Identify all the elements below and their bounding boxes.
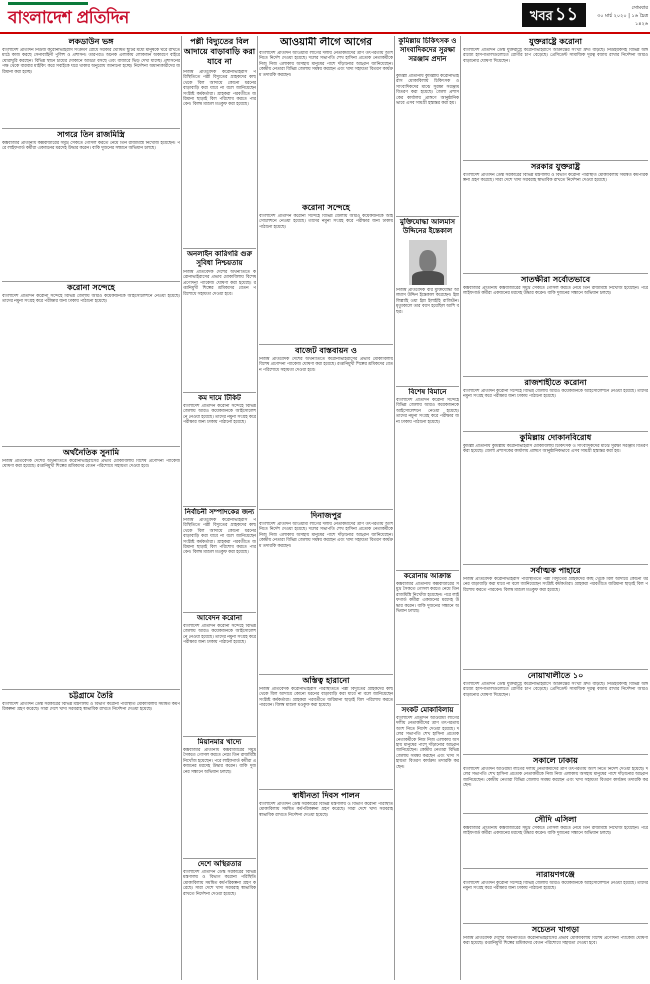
column-rule <box>181 36 182 980</box>
article-body: কক্সবাজার প্রতিনিধি কক্সবাজারের সমুদ্র সৈকতে গোসল করতে নেমে তিন রাজমিস্ত্রি নিখোঁজ হয়েছেন। পরে লাইফগার্ড কর্মীরা একজনের মরদেহ উদ্ধার করেন। বাকি দুজনের সন্ধানে অভিযান চলছে। <box>396 582 459 615</box>
headline: লকডাউন ভঙ্গ <box>68 37 114 46</box>
headline: পল্লী বিদ্যুতের বিল আদায়ে বাড়াবাড়ি করা যাবে না <box>183 37 256 66</box>
headline: কুমিল্লায় চিকিৎসক ও সাংবাদিকদের সুরক্ষা সরঞ্জাম প্রদান <box>398 37 457 63</box>
article-body: নিজস্ব প্রতিবেদক দেশের অর্থনীতিতে করোনাভাইরাসের প্রভাব মোকাবিলায় বিশেষ প্রণোদনা প্যাকেজ ঘোষণা করা হয়েছে। রপ্তানিমুখী শিল্পের শ্রমিকদের বেতন পরিশোধে সহায়তা দেওয়া হবে। <box>463 936 648 947</box>
article-divider <box>396 386 459 387</box>
article-divider <box>396 570 459 571</box>
headline: সাতক্ষীরা সর্বোতভাবে <box>520 275 591 284</box>
article-body: নিজস্ব প্রতিবেদক করোনাভাইরাস পরিস্থিতিতে পল্লী বিদ্যুতের গ্রাহকদের কাছ থেকে বিল আদায়ে কোনো ধরনের বাড়াবাড়ি করা যাবে না বলে জানিয়েছেন সংশ্লিষ্ট কর্মকর্তারা। গ্রাহকরা পরবর্তীতে জরিমানা ছাড়াই বিল পরিশোধ করতে পারবেন। বিলম্ব মাশুল মওকুফ করা হয়েছে। <box>183 518 256 556</box>
article-body: বাংলাদেশ প্রতিদিন আওয়ামী লীগের দলীয় নেতাকর্মীদের ত্রাণ তৎপরতায় অংশ নিতে নির্দেশ দেওয়া হয়েছে। দলের সভাপতি শেখ হাসিনা প্রত্যেক নেতাকর্মীকে নিজ নিজ এলাকায় অসহায় মানুষের পাশে দাঁড়ানোর আহ্বান জানিয়েছেন। কেন্দ্রীয় নেতারা বিভিন্ন জেলায় সমন্বয় করছেন এবং খাদ্য সহায়তা বিতরণ কার্যক্রম তদারকি করছেন। <box>463 767 648 789</box>
article-body: বাংলাদেশ প্রতিদিন ডেস্ক সরকারের বিভিন্ন মন্ত্রণালয় ও বিভাগ করোনা পরিস্থিতি মোকাবিলায় সমন্বিত কর্মপরিকল্পনা গ্রহণ করেছে। সারা দেশে খাদ্য সরবরাহ স্বাভাবিক রাখতে নির্দেশনা দেওয়া হয়েছে। <box>2 702 180 713</box>
headline: অর্থনৈতিক সুনামি <box>62 448 120 457</box>
article-body: বাংলাদেশ প্রতিদিন আওয়ামী লীগের দলীয় নেতাকর্মীদের ত্রাণ তৎপরতায় অংশ নিতে নির্দেশ দেওয়া হয়েছে। দলের সভাপতি শেখ হাসিনা প্রত্যেক নেতাকর্মীকে নিজ নিজ এলাকায় অসহায় মানুষের পাশে দাঁড়ানোর আহ্বান জানিয়েছেন। কেন্দ্রীয় নেতারা বিভিন্ন জেলায় সমন্বয় করছেন এবং খাদ্য সহায়তা বিতরণ কার্যক্রম তদারকি করছেন। <box>396 716 459 770</box>
article-divider <box>2 689 180 690</box>
headline: যুক্তরাষ্ট্রে করোনা <box>529 37 582 46</box>
headline: সংকট মোকাবিলায় <box>401 706 454 714</box>
headline: কম দামে টিকিট <box>198 394 241 402</box>
headline: দিনাজপুর <box>310 511 342 520</box>
headline: সচেতন খাগড়া <box>531 925 580 934</box>
headline: সাগরে তিন রাজমিস্ত্রি <box>57 130 125 139</box>
article-divider <box>183 506 256 507</box>
article-divider <box>259 674 393 675</box>
article-body: বাংলাদেশ প্রতিদিন করোনা সন্দেহে বিভিন্ন জেলায় আরও কয়েকজনকে আইসোলেশনে নেওয়া হয়েছে। তাদের নমুনা সংগ্রহ করে পরীক্ষার জন্য ঢাকায় পাঠানো হয়েছে। <box>463 389 648 400</box>
portrait-shoulders <box>412 271 444 285</box>
article-body: বাংলাদেশ প্রতিদিন আওয়ামী লীগের দলীয় নেতাকর্মীদের ত্রাণ তৎপরতায় অংশ নিতে নির্দেশ দেওয়া হয়েছে। দলের সভাপতি শেখ হাসিনা প্রত্যেক নেতাকর্মীকে নিজ নিজ এলাকায় অসহায় মানুষের পাশে দাঁড়ানোর আহ্বান জানিয়েছেন। কেন্দ্রীয় নেতারা বিভিন্ন জেলায় সমন্বয় করছেন এবং খাদ্য সহায়তা বিতরণ কার্যক্রম তদারকি করছেন। <box>259 51 393 78</box>
article-body: বাংলাদেশ প্রতিদিন করোনা সন্দেহে বিভিন্ন জেলায় আরও কয়েকজনকে আইসোলেশনে নেওয়া হয়েছে। তাদের নমুনা সংগ্রহ করে পরীক্ষার জন্য ঢাকায় পাঠানো হয়েছে। <box>183 624 256 646</box>
article-divider <box>259 789 393 790</box>
article-divider <box>463 376 648 377</box>
column-rule <box>394 36 395 980</box>
section-badge <box>522 3 586 27</box>
article-divider <box>183 392 256 393</box>
article-divider <box>463 564 648 565</box>
logo-text: বাংলাদেশ প্রতিদিন <box>8 8 129 28</box>
article-body: বাংলাদেশ প্রতিদিন করোনা সন্দেহে বিভিন্ন জেলায় আরও কয়েকজনকে আইসোলেশনে নেওয়া হয়েছে। তাদের নমুনা সংগ্রহ করে পরীক্ষার জন্য ঢাকায় পাঠানো হয়েছে। <box>396 398 459 425</box>
article-divider <box>463 431 648 432</box>
article-body: বাংলাদেশ প্রতিদিন করোনা সন্দেহে বিভিন্ন জেলায় আরও কয়েকজনকে আইসোলেশনে নেওয়া হয়েছে। তাদের নমুনা সংগ্রহ করে পরীক্ষার জন্য ঢাকায় পাঠানো হয়েছে। <box>259 214 393 230</box>
article-body: বাংলাদেশ প্রতিদিন ডেস্ক সরকারের বিভিন্ন মন্ত্রণালয় ও বিভাগ করোনা পরিস্থিতি মোকাবিলায় সমন্বিত কর্মপরিকল্পনা গ্রহণ করেছে। সারা দেশে খাদ্য সরবরাহ স্বাভাবিক রাখতে নির্দেশনা দেওয়া হয়েছে। <box>259 802 393 818</box>
headline: করোনায় আক্রান্ত <box>403 572 452 580</box>
headline: দেশে অস্থিরতার <box>197 860 242 868</box>
headline: রাজশাহীতে করোনা <box>524 378 587 387</box>
headline: নোয়াখালীতে ১০ <box>527 671 584 680</box>
article-body: কক্সবাজার প্রতিনিধি কক্সবাজারের সমুদ্র সৈকতে গোসল করতে নেমে তিন রাজমিস্ত্রি নিখোঁজ হয়েছেন। পরে লাইফগার্ড কর্মীরা একজনের মরদেহ উদ্ধার করেন। বাকি দুজনের সন্ধানে অভিযান চলছে। <box>463 286 648 297</box>
headline: বিশেষ বিমানে <box>408 388 447 396</box>
article-divider <box>2 281 180 282</box>
article-divider <box>463 868 648 869</box>
headline: সর্বাত্মক পাহারে <box>530 566 581 575</box>
article-divider <box>463 160 648 161</box>
headline: সরকার যুক্তরাষ্ট্র <box>531 162 580 171</box>
article-divider <box>183 858 256 859</box>
article-divider <box>259 344 393 345</box>
article-divider <box>463 669 648 670</box>
portrait-photo <box>409 240 447 285</box>
column-rule <box>460 36 461 980</box>
headline: চট্টগ্রামে তৈরি <box>68 691 114 700</box>
article-divider <box>183 736 256 737</box>
headline: মুক্তিযোদ্ধা আলমাস উদ্দিনের ইন্তেকাল <box>399 218 456 235</box>
article-body: বাংলাদেশ প্রতিদিন ডেস্ক সরকারের বিভিন্ন মন্ত্রণালয় ও বিভাগ করোনা পরিস্থিতি মোকাবিলায় সমন্বিত কর্মপরিকল্পনা গ্রহণ করেছে। সারা দেশে খাদ্য সরবরাহ স্বাভাবিক রাখতে নির্দেশনা দেওয়া হয়েছে। <box>463 173 648 184</box>
article-divider <box>463 923 648 924</box>
headline: বাজেট বাস্তবায়ন ও <box>295 346 357 355</box>
article-divider <box>463 754 648 755</box>
article-divider <box>396 216 459 217</box>
article-body: কুমিল্লা প্রতিনিধি কুমিল্লায় করোনাভাইরাস মোকাবিলায় চিকিৎসক ও সাংবাদিকদের মাঝে সুরক্ষা সরঞ্জাম বিতরণ করা হয়েছে। জেলা প্রশাসকের কার্যালয় প্রাঙ্গণে আনুষ্ঠানিকভাবে এসব সামগ্রী হস্তান্তর করা হয়। <box>463 444 648 455</box>
article-body: নিজস্ব প্রতিবেদক করোনাভাইরাস পরিস্থিতিতে পল্লী বিদ্যুতের গ্রাহকদের কাছ থেকে বিল আদায়ে কোনো ধরনের বাড়াবাড়ি করা যাবে না বলে জানিয়েছেন সংশ্লিষ্ট কর্মকর্তারা। গ্রাহকরা পরবর্তীতে জরিমানা ছাড়াই বিল পরিশোধ করতে পারবেন। বিলম্ব মাশুল মওকুফ করা হয়েছে। <box>463 577 648 593</box>
headline: অনলাইন কারিগরি গুরু সুবিধা নিশ্চয়তায় <box>187 250 252 267</box>
headline: স্বাধীনতা দিবস পালন <box>292 791 360 800</box>
article-body: নিজস্ব প্রতিবেদক দেশের অর্থনীতিতে করোনাভাইরাসের প্রভাব মোকাবিলায় বিশেষ প্রণোদনা প্যাকেজ ঘোষণা করা হয়েছে। রপ্তানিমুখী শিল্পের শ্রমিকদের বেতন পরিশোধে সহায়তা দেওয়া হবে। <box>2 459 180 470</box>
article-divider <box>2 446 180 447</box>
headline: আওয়ামী লীগে আগের <box>280 37 372 48</box>
page-number: ১১ <box>554 4 579 25</box>
article-body: বাংলাদেশ প্রতিদিন ডেস্ক সরকারের বিভিন্ন মন্ত্রণালয় ও বিভাগ করোনা পরিস্থিতি মোকাবিলায় সমন্বিত কর্মপরিকল্পনা গ্রহণ করেছে। সারা দেশে খাদ্য সরবরাহ স্বাভাবিক রাখতে নির্দেশনা দেওয়া হয়েছে। <box>183 870 256 897</box>
dateline <box>590 4 648 28</box>
headline: নারায়ণগঞ্জে <box>536 870 575 879</box>
article-body: নিজস্ব প্রতিবেদক দেশের অর্থনীতিতে করোনাভাইরাসের প্রভাব মোকাবিলায় বিশেষ প্রণোদনা প্যাকেজ ঘোষণা করা হয়েছে। রপ্তানিমুখী শিল্পের শ্রমিকদের বেতন পরিশোধে সহায়তা দেওয়া হবে। <box>259 357 393 373</box>
article-body: নিজস্ব প্রতিবেদক বীর মুক্তিযোদ্ধা আলমাস উদ্দিন ইন্তেকাল করেছেন। ইন্না লিল্লাহি ওয়া ইন্না ইলাইহি রাজিউন। মৃত্যুকালে তার বয়স হয়েছিল আশি বছর। <box>396 288 459 315</box>
headline: সকালে ঢাকায় <box>533 756 578 765</box>
headline: করোনা সন্দেহে <box>67 283 115 292</box>
article-body: কক্সবাজার প্রতিনিধি কক্সবাজারের সমুদ্র সৈকতে গোসল করতে নেমে তিন রাজমিস্ত্রি নিখোঁজ হয়েছেন। পরে লাইফগার্ড কর্মীরা একজনের মরদেহ উদ্ধার করেন। বাকি দুজনের সন্ধানে অভিযান চলছে। <box>183 748 256 775</box>
article-divider <box>2 128 180 129</box>
article-body: বাংলাদেশ প্রতিদিন নিউজ করোনাভাইরাস সংক্রমণ রোধে সরকার ঘোষিত ছুটির মধ্যে মানুষকে ঘরে রাখতে মাঠে কাজ করছে সেনাবাহিনী পুলিশ ও প্রশাসন। তারপরও অনেক এলাকায় লোকজন অকারণে বাইরে ঘোরাঘুরি করছেন। বিভিন্ন স্থানে চায়ের দোকানে আড্ডা বসছে এবং বাজারে ভিড় দেখা যাচ্ছে। প্রশাসনের পক্ষ থেকে বারবার মাইকিং করে সবাইকে ঘরে থাকার অনুরোধ জানানো হচ্ছে। নির্দেশনা অমান্যকারীদের জরিমানা করা হচ্ছে। <box>2 48 180 75</box>
article-divider <box>463 813 648 814</box>
article-body: কক্সবাজার প্রতিনিধি কক্সবাজারের সমুদ্র সৈকতে গোসল করতে নেমে তিন রাজমিস্ত্রি নিখোঁজ হয়েছেন। পরে লাইফগার্ড কর্মীরা একজনের মরদেহ উদ্ধার করেন। বাকি দুজনের সন্ধানে অভিযান চলছে। <box>463 826 648 837</box>
article-body: নিজস্ব প্রতিবেদক করোনাভাইরাস পরিস্থিতিতে পল্লী বিদ্যুতের গ্রাহকদের কাছ থেকে বিল আদায়ে কোনো ধরনের বাড়াবাড়ি করা যাবে না বলে জানিয়েছেন সংশ্লিষ্ট কর্মকর্তারা। গ্রাহকরা পরবর্তীতে জরিমানা ছাড়াই বিল পরিশোধ করতে পারবেন। বিলম্ব মাশুল মওকুফ করা হয়েছে। <box>259 687 393 709</box>
article-divider <box>183 612 256 613</box>
headline: নির্বাচনী সম্পাদকের জন্য <box>184 508 255 516</box>
article-body: বাংলাদেশ প্রতিদিন করোনা সন্দেহে বিভিন্ন জেলায় আরও কয়েকজনকে আইসোলেশনে নেওয়া হয়েছে। তাদের নমুনা সংগ্রহ করে পরীক্ষার জন্য ঢাকায় পাঠানো হয়েছে। <box>183 404 256 426</box>
headline: করোনা সন্দেহে <box>302 203 350 212</box>
portrait-face <box>419 250 436 273</box>
article-body: নিজস্ব প্রতিবেদক দেশের অর্থনীতিতে করোনাভাইরাসের প্রভাব মোকাবিলায় বিশেষ প্রণোদনা প্যাকেজ ঘোষণা করা হয়েছে। রপ্তানিমুখী শিল্পের শ্রমিকদের বেতন পরিশোধে সহায়তা দেওয়া হবে। <box>183 270 256 297</box>
headline: অস্তিত্ব হারানো <box>302 676 350 685</box>
headline: আবেদন করোনা <box>197 614 242 622</box>
masthead <box>0 0 650 34</box>
article-body: বাংলাদেশ প্রতিদিন করোনা সন্দেহে বিভিন্ন জেলায় আরও কয়েকজনকে আইসোলেশনে নেওয়া হয়েছে। তাদের নমুনা সংগ্রহ করে পরীক্ষার জন্য ঢাকায় পাঠানো হয়েছে। <box>463 881 648 892</box>
headline: সৌদি এসিলা <box>534 815 577 824</box>
article-divider <box>463 273 648 274</box>
column-rule <box>257 36 258 980</box>
article-body: বাংলাদেশ প্রতিদিন ডেস্ক যুক্তরাষ্ট্রে করোনাভাইরাসে আক্রান্তের সংখ্যা দ্রুত বাড়ছে। নিউইয়র্কসহ বিভিন্ন অঙ্গরাজ্যে হাসপাতালগুলোতে রোগীর চাপ বেড়েছে। প্রেসিডেন্ট সামাজিক দূরত্ব বজায় রাখার নির্দেশনা আরও বাড়ানোর ঘোষণা দিয়েছেন। <box>463 682 648 698</box>
headline: কুমিল্লায় দোকানবিরোধ <box>519 433 592 442</box>
newspaper-logo <box>6 2 138 28</box>
article-body: নিজস্ব প্রতিবেদক করোনাভাইরাস পরিস্থিতিতে পল্লী বিদ্যুতের গ্রাহকদের কাছ থেকে বিল আদায়ে কোনো ধরনের বাড়াবাড়ি করা যাবে না বলে জানিয়েছেন সংশ্লিষ্ট কর্মকর্তারা। গ্রাহকরা পরবর্তীতে জরিমানা ছাড়াই বিল পরিশোধ করতে পারবেন। বিলম্ব মাশুল মওকুফ করা হয়েছে। <box>183 70 256 108</box>
article-divider <box>396 704 459 705</box>
article-body: কুমিল্লা প্রতিনিধি কুমিল্লায় করোনাভাইরাস মোকাবিলায় চিকিৎসক ও সাংবাদিকদের মাঝে সুরক্ষা সরঞ্জাম বিতরণ করা হয়েছে। জেলা প্রশাসকের কার্যালয় প্রাঙ্গণে আনুষ্ঠানিকভাবে এসব সামগ্রী হস্তান্তর করা হয়। <box>396 74 459 107</box>
article-body: বাংলাদেশ প্রতিদিন করোনা সন্দেহে বিভিন্ন জেলায় আরও কয়েকজনকে আইসোলেশনে নেওয়া হয়েছে। তাদের নমুনা সংগ্রহ করে পরীক্ষার জন্য ঢাকায় পাঠানো হয়েছে। <box>2 294 180 305</box>
article-body: বাংলাদেশ প্রতিদিন আওয়ামী লীগের দলীয় নেতাকর্মীদের ত্রাণ তৎপরতায় অংশ নিতে নির্দেশ দেওয়া হয়েছে। দলের সভাপতি শেখ হাসিনা প্রত্যেক নেতাকর্মীকে নিজ নিজ এলাকায় অসহায় মানুষের পাশে দাঁড়ানোর আহ্বান জানিয়েছেন। কেন্দ্রীয় নেতারা বিভিন্ন জেলায় সমন্বয় করছেন এবং খাদ্য সহায়তা বিতরণ কার্যক্রম তদারকি করছেন। <box>259 522 393 549</box>
article-divider <box>183 248 256 249</box>
article-body: বাংলাদেশ প্রতিদিন ডেস্ক যুক্তরাষ্ট্রে করোনাভাইরাসে আক্রান্তের সংখ্যা দ্রুত বাড়ছে। নিউইয়র্কসহ বিভিন্ন অঙ্গরাজ্যে হাসপাতালগুলোতে রোগীর চাপ বেড়েছে। প্রেসিডেন্ট সামাজিক দূরত্ব বজায় রাখার নির্দেশনা আরও বাড়ানোর ঘোষণা দিয়েছেন। <box>463 48 648 64</box>
article-divider <box>259 509 393 510</box>
headline: মিয়ানমার খাদ্যে <box>197 738 242 746</box>
article-body: কক্সবাজার প্রতিনিধি কক্সবাজারের সমুদ্র সৈকতে গোসল করতে নেমে তিন রাজমিস্ত্রি নিখোঁজ হয়েছেন। পরে লাইফগার্ড কর্মীরা একজনের মরদেহ উদ্ধার করেন। বাকি দুজনের সন্ধানে অভিযান চলছে। <box>2 141 180 152</box>
date-label: ৩০ মার্চ ২০২০ | ১৬ চৈত্র ১৪২৬ <box>597 13 648 27</box>
section-name: খবর <box>529 9 553 24</box>
day-label: সোমবার <box>631 5 648 11</box>
